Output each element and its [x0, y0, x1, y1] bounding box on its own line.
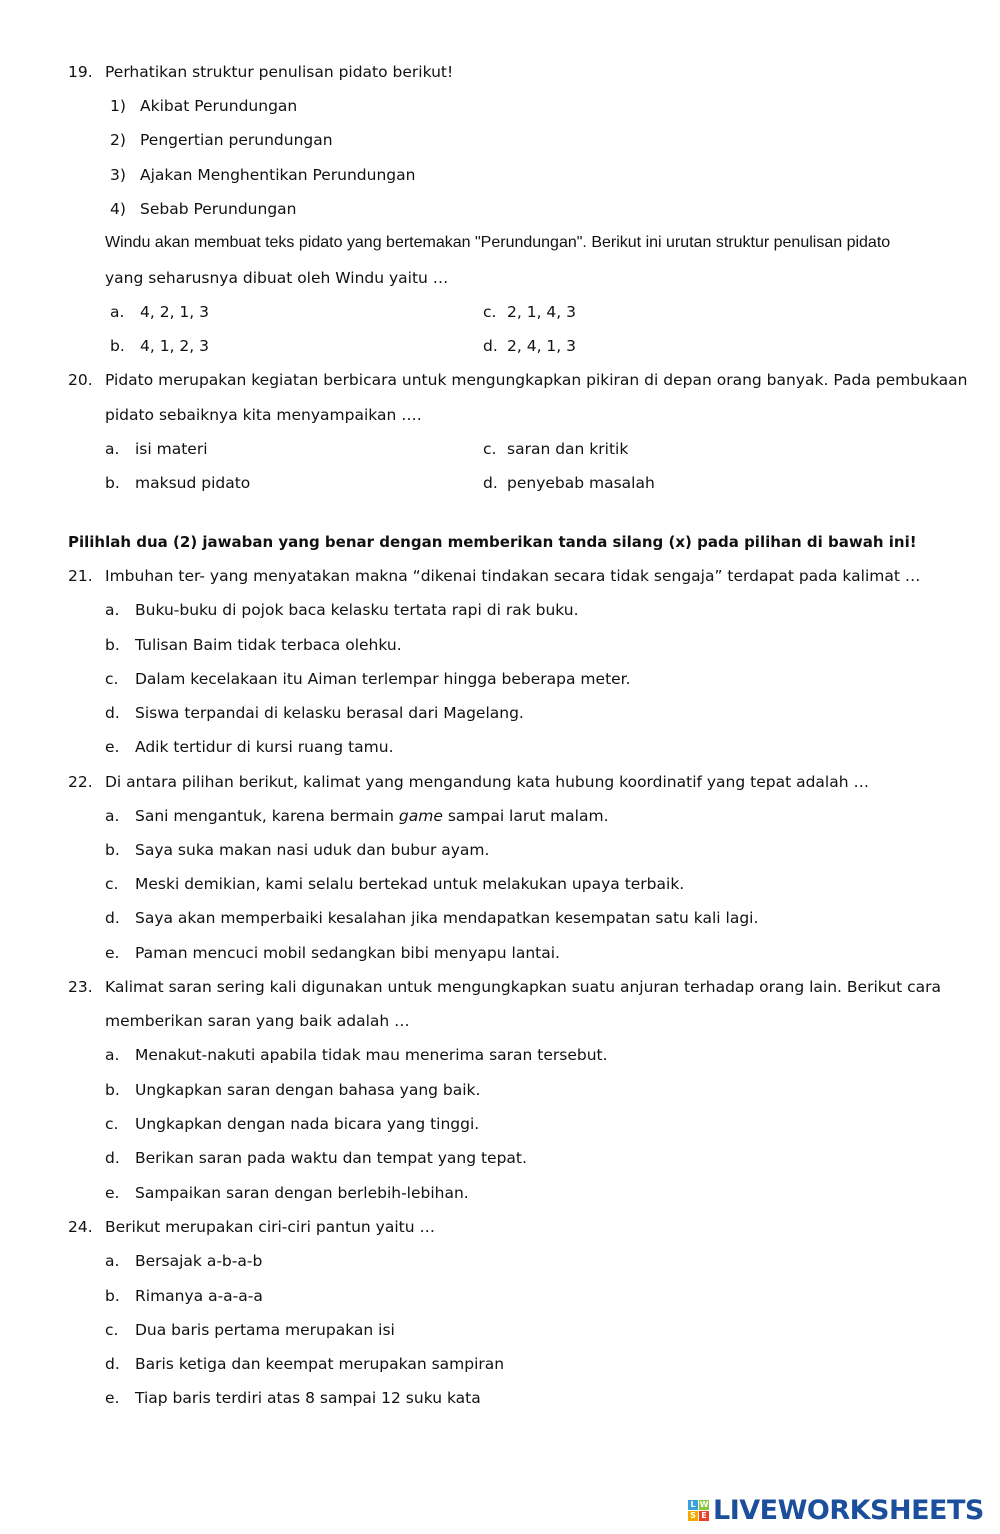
- q21-option-label[interactable]: b.: [105, 636, 120, 654]
- q19-item-number: 2): [110, 131, 126, 149]
- q24-number: 24.: [68, 1218, 93, 1236]
- q20-option-label[interactable]: c.: [483, 440, 497, 458]
- q21-option-b[interactable]: Tulisan Baim tidak terbaca olehku.: [135, 636, 402, 654]
- q19-option-label[interactable]: c.: [483, 303, 497, 321]
- q23-option-a[interactable]: Menakut-nakuti apabila tidak mau menerima saran tersebut.: [135, 1046, 608, 1064]
- q21-stem: Imbuhan ter- yang menyatakan makna “dikenai tindakan secara tidak sengaja” terdapat pada kalimat …: [105, 567, 921, 585]
- q22-option-e[interactable]: Paman mencuci mobil sedangkan bibi menyapu lantai.: [135, 944, 560, 962]
- q23-option-b[interactable]: Ungkapkan saran dengan bahasa yang baik.: [135, 1081, 481, 1099]
- q22-option-label[interactable]: b.: [105, 841, 120, 859]
- q19-item-text: Akibat Perundungan: [140, 97, 298, 115]
- q19-paragraph: yang seharusnya dibuat oleh Windu yaitu …: [105, 269, 449, 287]
- q21-option-a[interactable]: Buku-buku di pojok baca kelasku tertata rapi di rak buku.: [135, 601, 579, 619]
- q21-option-e[interactable]: Adik tertidur di kursi ruang tamu.: [135, 738, 394, 756]
- q24-option-d[interactable]: Baris ketiga dan keempat merupakan sampiran: [135, 1355, 505, 1373]
- q19-item-number: 1): [110, 97, 126, 115]
- logo-icon-tile: S: [688, 1511, 698, 1521]
- q24-option-label[interactable]: e.: [105, 1389, 120, 1407]
- q22-option-c[interactable]: Meski demikian, kami selalu bertekad untuk melakukan upaya terbaik.: [135, 875, 685, 893]
- q24-option-label[interactable]: a.: [105, 1252, 120, 1270]
- q22-option-a-text: Sani mengantuk, karena bermain: [135, 807, 399, 825]
- q22-option-d[interactable]: Saya akan memperbaiki kesalahan jika mendapatkan kesempatan satu kali lagi.: [135, 909, 759, 927]
- q19-option-label[interactable]: b.: [110, 337, 125, 355]
- q20-option-label[interactable]: b.: [105, 474, 120, 492]
- logo-icon-tile: E: [699, 1511, 709, 1521]
- q20-option-b[interactable]: maksud pidato: [135, 474, 251, 492]
- q21-option-label[interactable]: a.: [105, 601, 120, 619]
- q19-option-label[interactable]: a.: [110, 303, 125, 321]
- q24-option-label[interactable]: b.: [105, 1287, 120, 1305]
- section-instruction: Pilihlah dua (2) jawaban yang benar dengan memberikan tanda silang (x) pada pilihan di bawah ini!: [68, 533, 917, 551]
- q19-paragraph: Windu akan membuat teks pidato yang bertemakan "Perundungan". Berikut ini urutan struktur penulisan pidato: [105, 234, 891, 251]
- q21-number: 21.: [68, 567, 93, 585]
- q19-number: 19.: [68, 63, 93, 81]
- q22-number: 22.: [68, 773, 93, 791]
- q22-option-a[interactable]: [135, 806, 609, 826]
- q21-option-label[interactable]: c.: [105, 670, 119, 688]
- q20-option-a[interactable]: isi materi: [135, 440, 208, 458]
- liveworksheets-logo-text: LIVEWORKSHEETS: [713, 1494, 984, 1526]
- q24-option-c[interactable]: Dua baris pertama merupakan isi: [135, 1321, 395, 1339]
- q23-option-d[interactable]: Berikan saran pada waktu dan tempat yang tepat.: [135, 1149, 527, 1167]
- q21-option-d[interactable]: Siswa terpandai di kelasku berasal dari Magelang.: [135, 704, 524, 722]
- q22-option-b[interactable]: Saya suka makan nasi uduk dan bubur ayam.: [135, 841, 490, 859]
- logo-icon-tile: W: [699, 1499, 709, 1509]
- q21-option-c[interactable]: Dalam kecelakaan itu Aiman terlempar hingga beberapa meter.: [135, 670, 631, 688]
- q24-option-label[interactable]: d.: [105, 1355, 120, 1373]
- liveworksheets-logo: [688, 1494, 984, 1526]
- q20-number: 20.: [68, 371, 93, 389]
- q20-option-label[interactable]: a.: [105, 440, 120, 458]
- q23-option-label[interactable]: b.: [105, 1081, 120, 1099]
- q23-option-label[interactable]: a.: [105, 1046, 120, 1064]
- q22-option-a-text: sampai larut malam.: [442, 807, 609, 825]
- q23-option-label[interactable]: c.: [105, 1115, 119, 1133]
- q23-option-c[interactable]: Ungkapkan dengan nada bicara yang tinggi.: [135, 1115, 480, 1133]
- q23-option-label[interactable]: d.: [105, 1149, 120, 1167]
- q19-item-text: Pengertian perundungan: [140, 131, 333, 149]
- q21-option-label[interactable]: d.: [105, 704, 120, 722]
- q24-option-b[interactable]: Rimanya a-a-a-a: [135, 1287, 263, 1305]
- liveworksheets-logo-icon: [688, 1500, 709, 1521]
- q20-option-c[interactable]: saran dan kritik: [507, 440, 629, 458]
- q23-stem: Kalimat saran sering kali digunakan untuk mengungkapkan suatu anjuran terhadap orang lain. Berikut cara: [105, 978, 941, 996]
- q20-stem: pidato sebaiknya kita menyampaikan ….: [105, 406, 422, 424]
- q19-option-b[interactable]: 4, 1, 2, 3: [140, 337, 210, 355]
- q19-stem: Perhatikan struktur penulisan pidato berikut!: [105, 63, 454, 81]
- q22-stem: Di antara pilihan berikut, kalimat yang mengandung kata hubung koordinatif yang tepat adalah …: [105, 773, 869, 791]
- q23-stem: memberikan saran yang baik adalah …: [105, 1012, 410, 1030]
- q19-item-text: Sebab Perundungan: [140, 200, 297, 218]
- q20-option-d[interactable]: penyebab masalah: [507, 474, 655, 492]
- q24-option-a[interactable]: Bersajak a-b-a-b: [135, 1252, 263, 1270]
- q23-option-e[interactable]: Sampaikan saran dengan berlebih-lebihan.: [135, 1184, 469, 1202]
- q24-option-label[interactable]: c.: [105, 1321, 119, 1339]
- q22-option-a-italic: game: [398, 807, 443, 825]
- q19-item-text: Ajakan Menghentikan Perundungan: [140, 166, 416, 184]
- q19-item-number: 4): [110, 200, 126, 218]
- q21-option-label[interactable]: e.: [105, 738, 120, 756]
- q19-item-number: 3): [110, 166, 126, 184]
- q23-number: 23.: [68, 978, 93, 996]
- q19-option-label[interactable]: d.: [483, 337, 498, 355]
- q24-stem: Berikut merupakan ciri-ciri pantun yaitu …: [105, 1218, 435, 1236]
- q22-option-label[interactable]: a.: [105, 807, 120, 825]
- q22-option-label[interactable]: e.: [105, 944, 120, 962]
- q19-option-a[interactable]: 4, 2, 1, 3: [140, 303, 210, 321]
- q22-option-label[interactable]: c.: [105, 875, 119, 893]
- q20-stem: Pidato merupakan kegiatan berbicara untuk mengungkapkan pikiran di depan orang banyak. Pada pembukaan: [105, 371, 968, 389]
- q23-option-label[interactable]: e.: [105, 1184, 120, 1202]
- q22-option-label[interactable]: d.: [105, 909, 120, 927]
- q19-option-c[interactable]: 2, 1, 4, 3: [507, 303, 577, 321]
- q19-option-d[interactable]: 2, 4, 1, 3: [507, 337, 577, 355]
- q24-option-e[interactable]: Tiap baris terdiri atas 8 sampai 12 suku kata: [135, 1389, 481, 1407]
- logo-icon-tile: L: [688, 1500, 698, 1510]
- q20-option-label[interactable]: d.: [483, 474, 498, 492]
